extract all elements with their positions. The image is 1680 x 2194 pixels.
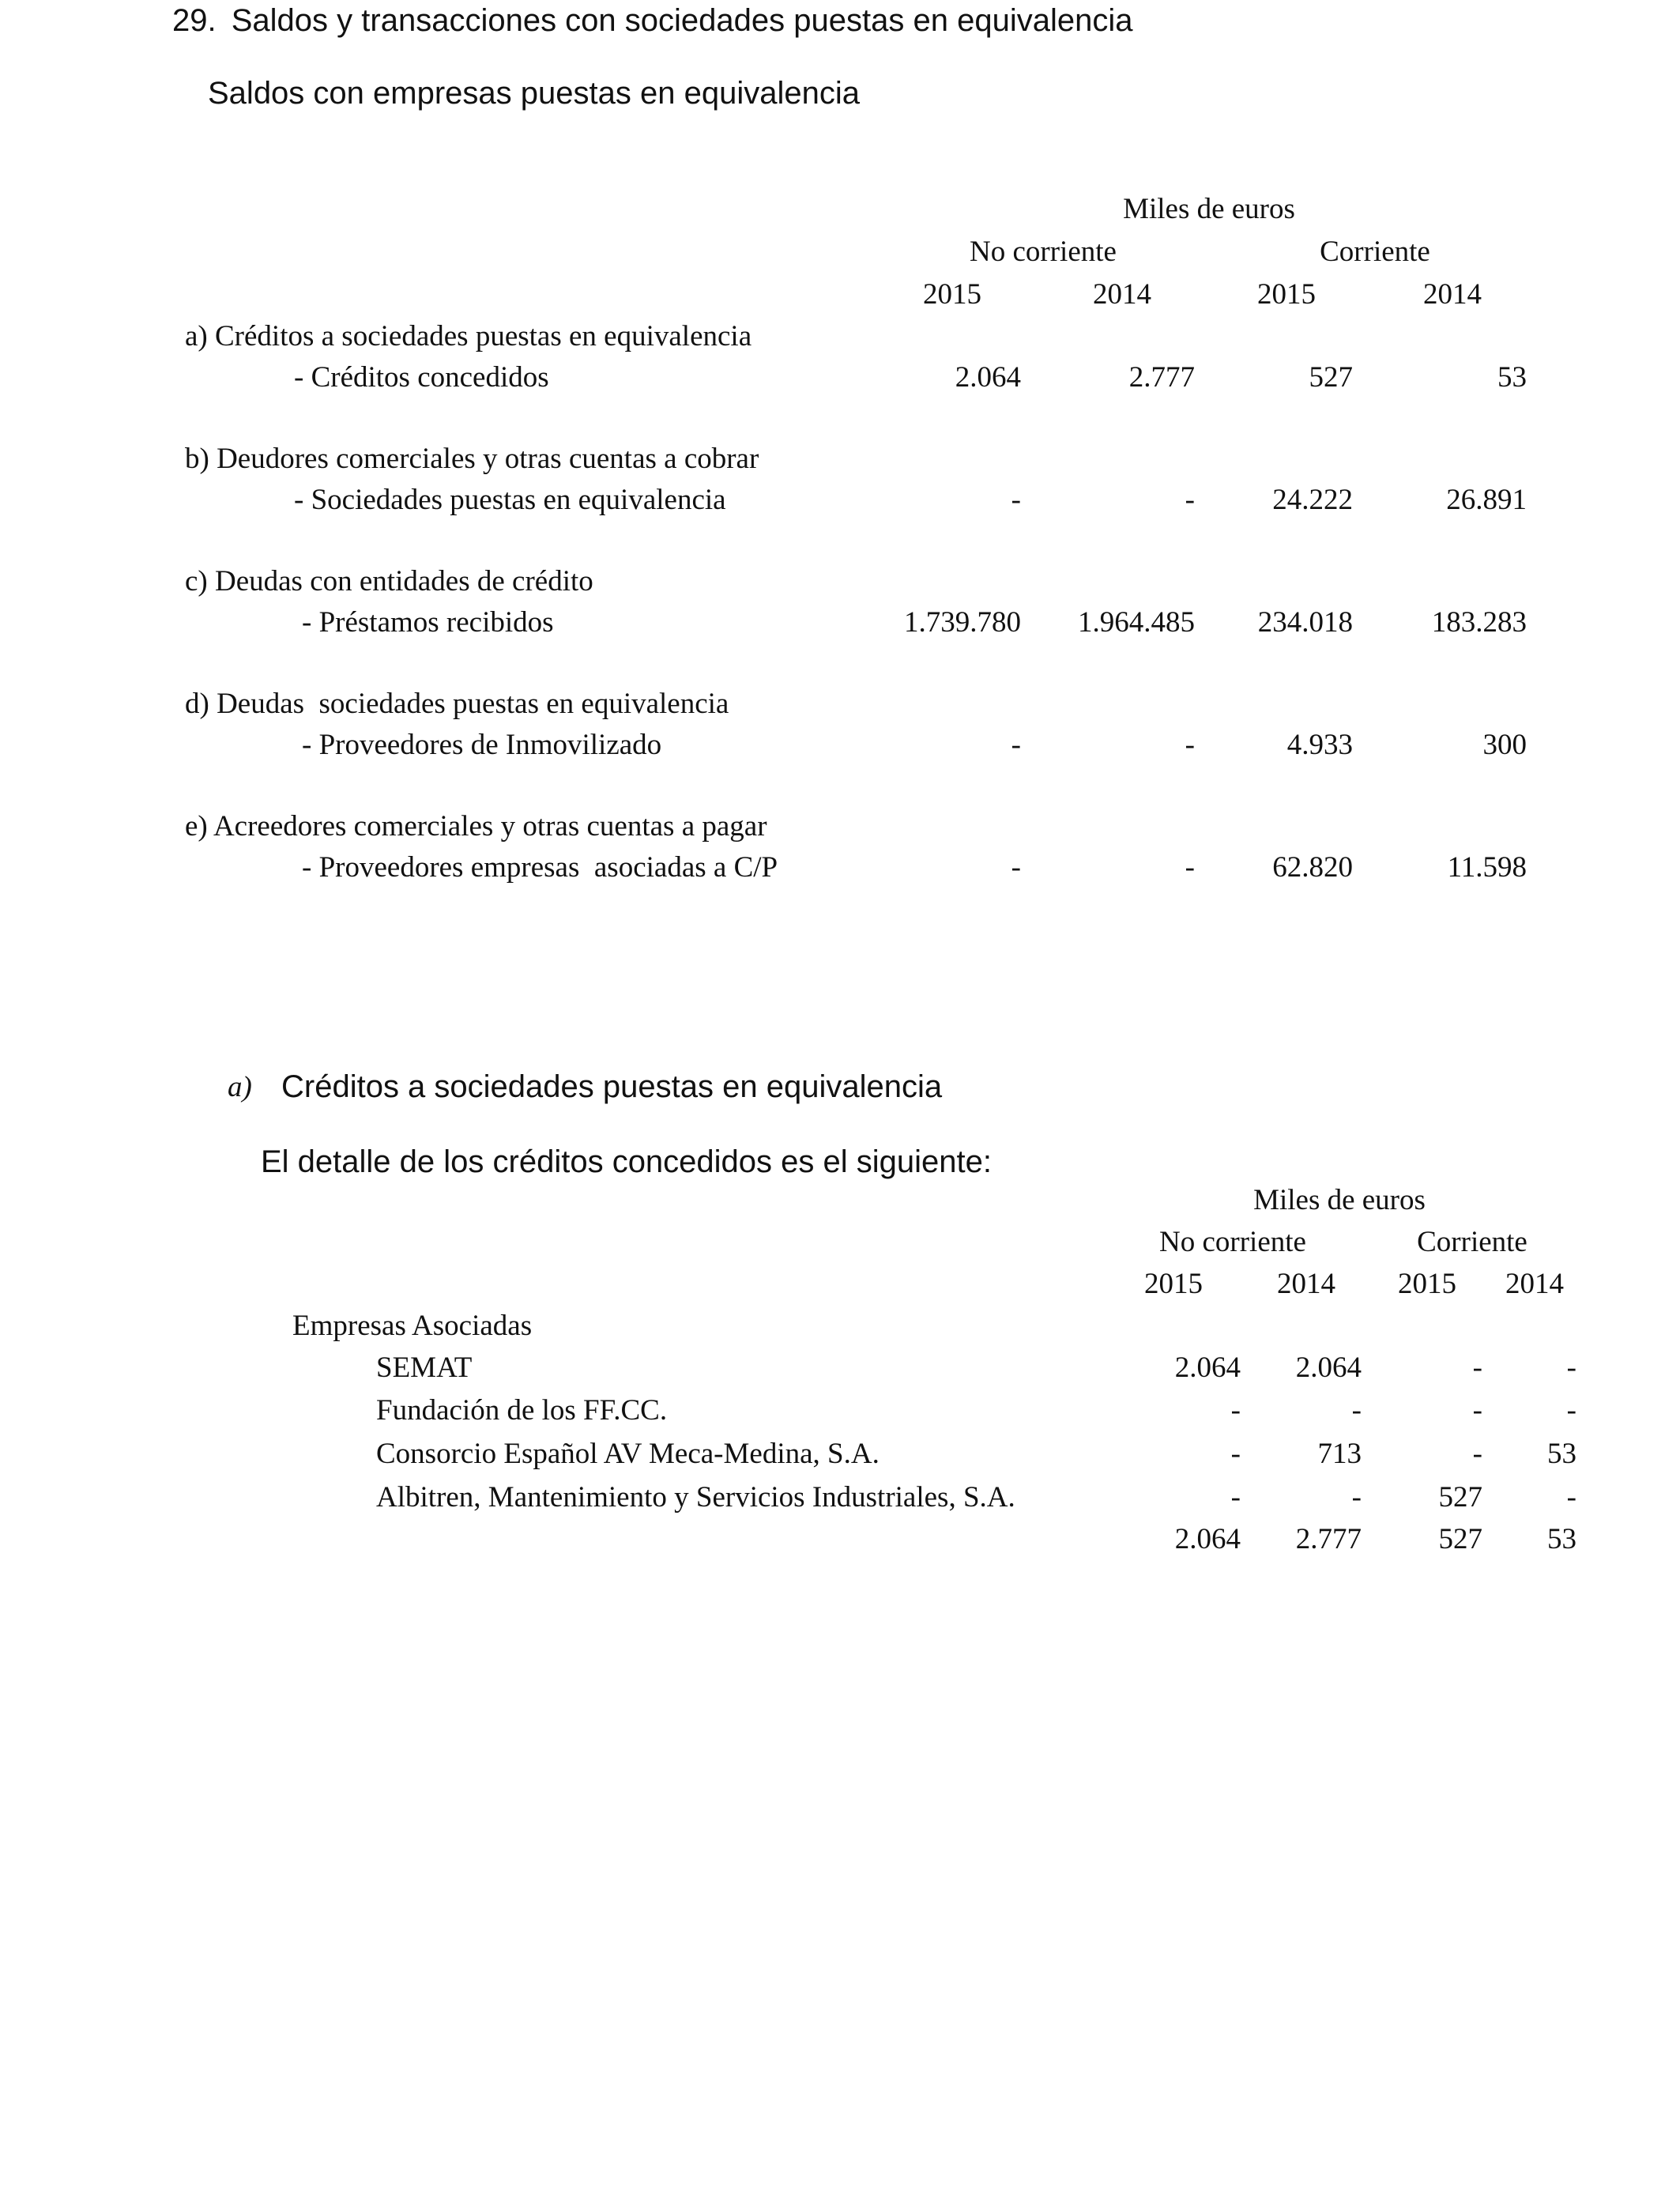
table2-cell: - xyxy=(1351,1481,1362,1514)
table1-group-noncurrent: No corriente xyxy=(970,236,1117,268)
table1-cell: 300 xyxy=(1482,729,1527,761)
table1-group-heading: e) Acreedores comerciales y otras cuentas a pagar xyxy=(185,810,767,843)
table1-cell: 1.739.780 xyxy=(904,606,1021,639)
table1-year: 2014 xyxy=(1423,278,1482,311)
table2-row-label: Consorcio Español AV Meca-Medina, S.A. xyxy=(376,1438,880,1470)
table1-group-heading: d) Deudas sociedades puestas en equivalencia xyxy=(185,688,729,720)
table2-cell: - xyxy=(1566,1481,1576,1514)
table1-item-label: - Sociedades puestas en equivalencia xyxy=(294,484,726,516)
table1-cell: 4.933 xyxy=(1286,729,1353,761)
table2-unit: Miles de euros xyxy=(1253,1184,1426,1216)
table1-cell: 11.598 xyxy=(1447,851,1527,884)
table1-group-current: Corriente xyxy=(1320,236,1430,268)
table1-cell: 234.018 xyxy=(1257,606,1353,639)
table1-group-heading: c) Deudas con entidades de crédito xyxy=(185,565,593,598)
table2-row-label: Fundación de los FF.CC. xyxy=(376,1394,668,1427)
table1-item-label: - Préstamos recibidos xyxy=(302,606,554,639)
table1-item-label: - Proveedores empresas asociadas a C/P xyxy=(302,851,778,884)
table1-cell: 62.820 xyxy=(1272,851,1353,884)
table2-title: Créditos a sociedades puestas en equivalencia xyxy=(281,1069,943,1104)
table1-cell: 527 xyxy=(1309,361,1353,394)
table2-cell: 2.064 xyxy=(1174,1351,1241,1384)
table2-cell: - xyxy=(1566,1351,1576,1384)
table2-group-noncurrent: No corriente xyxy=(1159,1226,1306,1258)
table2-total: 527 xyxy=(1438,1523,1482,1555)
table2-cell: 713 xyxy=(1317,1438,1362,1470)
table2-year: 2015 xyxy=(1398,1268,1456,1300)
table1-subtitle: Saldos con empresas puestas en equivalencia xyxy=(208,76,860,111)
table2-year: 2014 xyxy=(1505,1268,1564,1300)
table1-year: 2015 xyxy=(1257,278,1316,311)
table2-row-label: Albitren, Mantenimiento y Servicios Industriales, S.A. xyxy=(376,1481,1015,1514)
table1-item-label: - Créditos concedidos xyxy=(294,361,549,394)
table2-cell: 2.064 xyxy=(1295,1351,1362,1384)
table2-cell: - xyxy=(1472,1438,1482,1470)
table2-cell: - xyxy=(1230,1394,1241,1427)
section-heading xyxy=(172,5,1132,36)
table2-group-current: Corriente xyxy=(1417,1226,1527,1258)
table1-cell: - xyxy=(1011,484,1021,516)
table1-cell: 183.283 xyxy=(1431,606,1527,639)
table1-cell: 2.064 xyxy=(955,361,1021,394)
table2-total: 53 xyxy=(1547,1523,1576,1555)
table1-cell: 53 xyxy=(1497,361,1527,394)
table2-total: 2.777 xyxy=(1295,1523,1362,1555)
table2-marker: a) xyxy=(228,1071,252,1103)
table2-cell: 53 xyxy=(1547,1438,1576,1470)
table2-cell: - xyxy=(1230,1481,1241,1514)
table2-cell: - xyxy=(1230,1438,1241,1470)
table1-cell: - xyxy=(1011,851,1021,884)
table2-cell: - xyxy=(1472,1351,1482,1384)
table1-cell: - xyxy=(1185,851,1195,884)
table1-cell: 24.222 xyxy=(1272,484,1353,516)
table1-cell: 26.891 xyxy=(1446,484,1527,516)
table2-total: 2.064 xyxy=(1174,1523,1241,1555)
table2-cell: 527 xyxy=(1438,1481,1482,1514)
table1-cell: 2.777 xyxy=(1128,361,1195,394)
table2-year: 2014 xyxy=(1277,1268,1335,1300)
table1-cell: - xyxy=(1011,729,1021,761)
table2-cell: - xyxy=(1351,1394,1362,1427)
table1-group-heading: b) Deudores comerciales y otras cuentas a cobrar xyxy=(185,443,759,475)
section-number: 29. xyxy=(172,3,217,38)
table2-row-label: SEMAT xyxy=(376,1351,473,1384)
table1-cell: - xyxy=(1185,484,1195,516)
table2-intro: El detalle de los créditos concedidos es el siguiente: xyxy=(261,1144,992,1179)
section-title: Saldos y transacciones con sociedades puestas en equivalencia xyxy=(231,3,1133,38)
table1-year: 2014 xyxy=(1093,278,1151,311)
table1-cell: - xyxy=(1185,729,1195,761)
table1-unit: Miles de euros xyxy=(1123,193,1295,225)
table1-year: 2015 xyxy=(923,278,981,311)
table2-cell: - xyxy=(1566,1394,1576,1427)
table2-year: 2015 xyxy=(1144,1268,1203,1300)
table1-cell: 1.964.485 xyxy=(1078,606,1195,639)
table1-item-label: - Proveedores de Inmovilizado xyxy=(302,729,662,761)
table2-cell: - xyxy=(1472,1394,1482,1427)
table2-group-label: Empresas Asociadas xyxy=(292,1310,533,1342)
table1-group-heading: a) Créditos a sociedades puestas en equivalencia xyxy=(185,320,752,352)
